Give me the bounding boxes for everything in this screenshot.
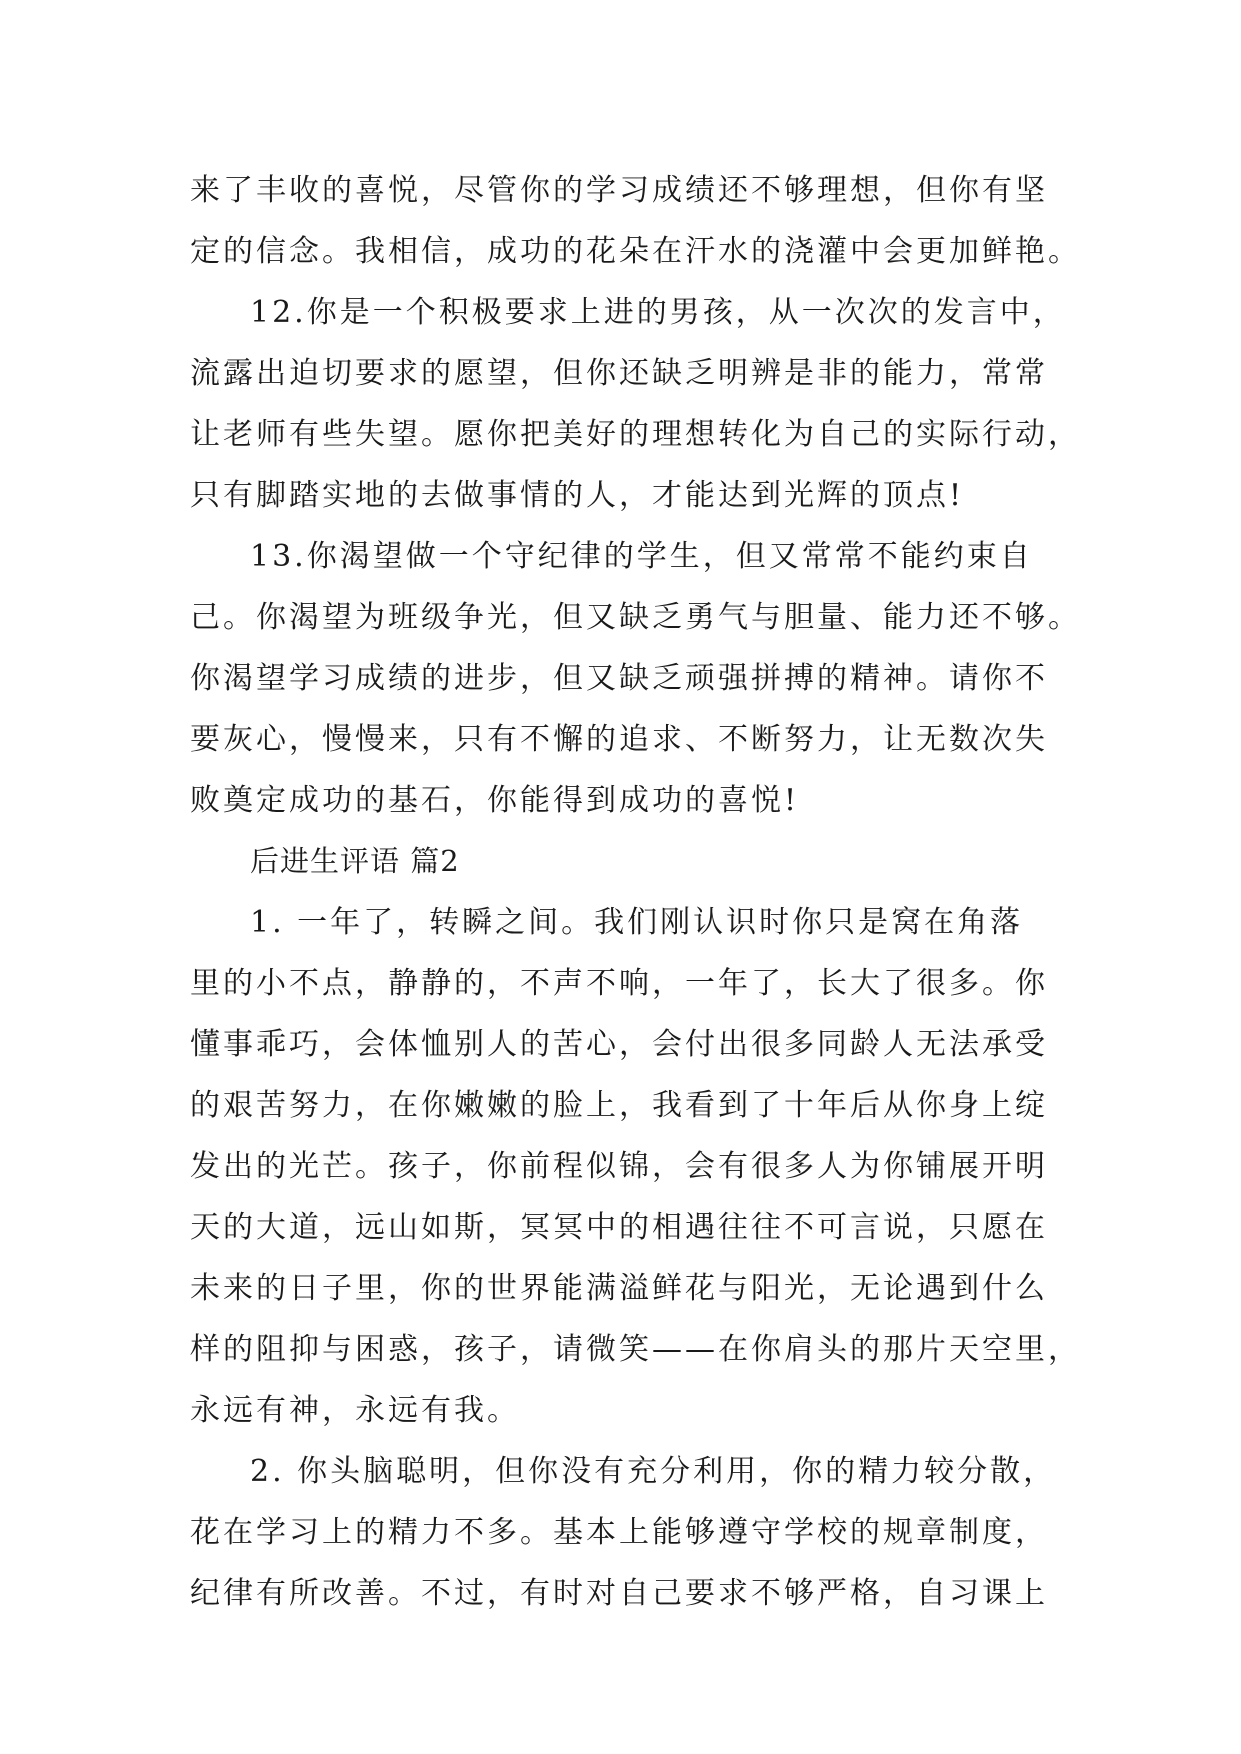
text-line: 流露出迫切要求的愿望，但你还缺乏明辨是非的能力，常常 xyxy=(190,356,1048,391)
text-line: 2. 你头脑聪明，但你没有充分利用，你的精力较分散， xyxy=(250,1454,1057,1489)
text-line: 你渴望学习成绩的进步，但又缺乏顽强拼搏的精神。请你不 xyxy=(190,661,1048,696)
text-line: 懂事乖巧，会体恤别人的苦心，会付出很多同龄人无法承受 xyxy=(190,1027,1048,1062)
text-line: 来了丰收的喜悦，尽管你的学习成绩还不够理想，但你有坚 xyxy=(190,173,1048,208)
text-line: 天的大道，远山如斯，冥冥中的相遇往往不可言说，只愿在 xyxy=(190,1210,1048,1245)
text-line: 1. 一年了，转瞬之间。我们刚认识时你只是窝在角落 xyxy=(250,905,1024,940)
text-line: 纪律有所改善。不过，有时对自己要求不够严格，自习课上 xyxy=(190,1576,1048,1611)
text-line: 13.你渴望做一个守纪律的学生，但又常常不能约束自 xyxy=(250,539,1033,574)
text-line: 的艰苦努力，在你嫩嫩的脸上，我看到了十年后从你身上绽 xyxy=(190,1088,1048,1123)
text-line: 样的阻抑与困惑，孩子，请微笑——在你肩头的那片天空里， xyxy=(190,1332,1081,1367)
document-body xyxy=(190,160,1081,1624)
text-line: 要灰心，慢慢来，只有不懈的追求、不断努力，让无数次失 xyxy=(190,722,1048,757)
section-heading: 后进生评语 篇2 xyxy=(250,844,460,878)
text-line: 定的信念。我相信，成功的花朵在汗水的浇灌中会更加鲜艳。 xyxy=(190,234,1081,269)
text-line: 花在学习上的精力不多。基本上能够遵守学校的规章制度， xyxy=(190,1515,1048,1550)
text-line: 让老师有些失望。愿你把美好的理想转化为自己的实际行动， xyxy=(190,417,1081,452)
text-line: 己。你渴望为班级争光，但又缺乏勇气与胆量、能力还不够。 xyxy=(190,600,1081,635)
text-line: 永远有神，永远有我。 xyxy=(190,1393,520,1428)
text-line: 只有脚踏实地的去做事情的人，才能达到光辉的顶点! xyxy=(190,478,965,513)
text-line: 未来的日子里，你的世界能满溢鲜花与阳光，无论遇到什么 xyxy=(190,1271,1048,1306)
text-line: 发出的光芒。孩子，你前程似锦，会有很多人为你铺展开明 xyxy=(190,1149,1048,1184)
text-line: 败奠定成功的基石，你能得到成功的喜悦! xyxy=(190,783,800,818)
text-line: 12.你是一个积极要求上进的男孩，从一次次的发言中， xyxy=(250,295,1066,330)
text-line: 里的小不点，静静的，不声不响，一年了，长大了很多。你 xyxy=(190,966,1048,1001)
